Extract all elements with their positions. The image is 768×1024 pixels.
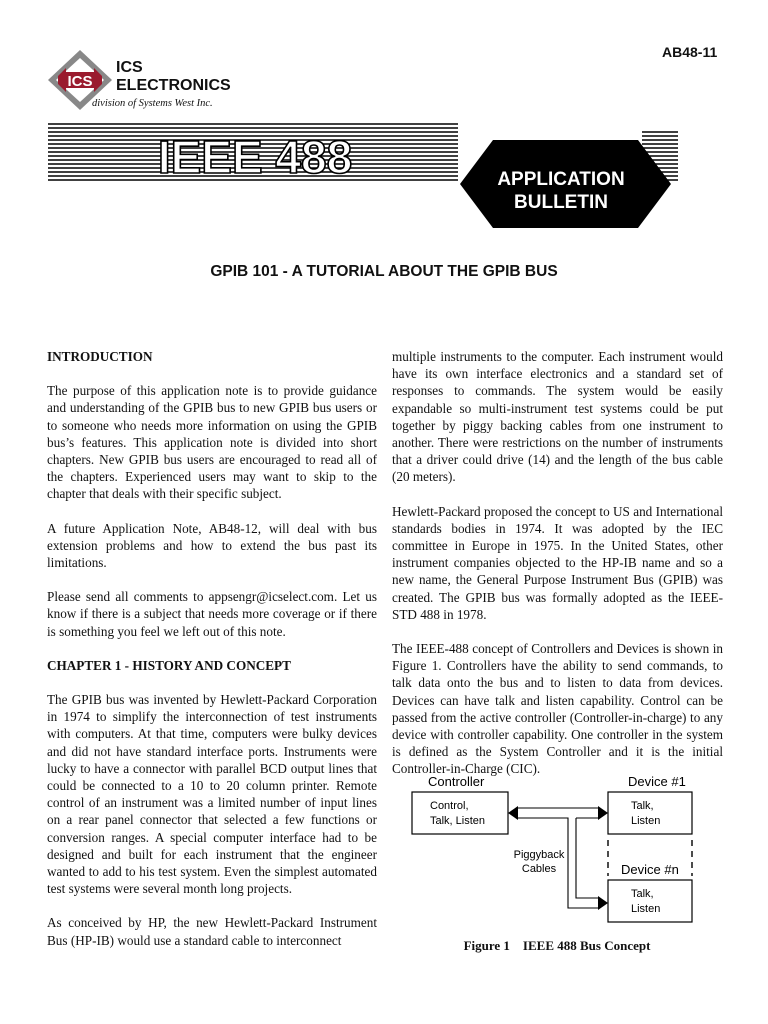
device-1-box-line1: Talk, bbox=[631, 800, 654, 812]
concept-paragraph: The IEEE-488 concept of Controllers and Devices is shown in Figure 1. Controllers have the ability to send commands, to talk data onto the bus and to listen to data from devices. Devices can have talk and listen capability. Control can be passed from the active controller (Controller-in-charge) to any device with controller capability. One controller in the system is defined as the System Controller and it is the initial Controller-in-Charge (CIC). bbox=[392, 641, 723, 777]
bulletin-line1: APPLICATION bbox=[497, 169, 625, 190]
document-code: AB48-11 bbox=[662, 44, 718, 60]
history-paragraph-2: As conceived by HP, the new Hewlett-Packard Instrument Bus (HP-IB) would use a standard cable to interconnect bbox=[47, 915, 377, 948]
intro-heading: INTRODUCTION bbox=[47, 349, 153, 364]
device-n-box bbox=[608, 880, 692, 922]
figure-caption: Figure 1 IEEE 488 Bus Concept bbox=[463, 938, 651, 953]
device-1-label: Device #1 bbox=[628, 774, 686, 789]
history-paragraph-3: multiple instruments to the computer. Each instrument would have its own interface electronics and a standard set of responses to commands. The system would be easily expandable so multi-instrument test systems could be put together by piggy backing cables from one instrument to another. There were restrictions on the number of instruments that a driver could drive (14) and the length of the bus cable (20 meters). bbox=[392, 349, 723, 485]
company-tagline: division of Systems West Inc. bbox=[92, 98, 213, 109]
intro-paragraph-2: A future Application Note, AB48-12, will deal with bus extension problems and how to extend the bus past its limitations. bbox=[47, 520, 377, 571]
company-name-line1: ICS bbox=[116, 59, 143, 76]
device-n-label: Device #n bbox=[621, 862, 679, 877]
chapter-1-heading: CHAPTER 1 - HISTORY AND CONCEPT bbox=[47, 657, 291, 673]
intro-paragraph-3: Please send all comments to appsengr@icselect.com. Let us know if there is a subject that needs more coverage or if there is something you feel we left out of this note. bbox=[47, 589, 377, 639]
device-1-box-line2: Listen bbox=[631, 815, 661, 827]
device-n-box-line2: Listen bbox=[631, 903, 661, 915]
controller-box-line1: Control, bbox=[430, 800, 469, 812]
controller-box-line2: Talk, Listen bbox=[430, 815, 486, 827]
bus-concept-diagram bbox=[400, 768, 730, 938]
device-n-box-line1: Talk, bbox=[631, 888, 654, 900]
logo-text: ICS bbox=[67, 73, 93, 90]
cables-label-line1: Piggyback bbox=[513, 849, 565, 861]
controller-label: Controller bbox=[428, 774, 485, 789]
document-title: GPIB 101 - A TUTORIAL ABOUT THE GPIB BUS bbox=[210, 263, 558, 280]
history-paragraph-1: The GPIB bus was invented by Hewlett-Packard Corporation in 1974 to simplify the interconnection of test instruments with computers. At that time, computers were bulky devices and did not have standard interface ports. Instruments were lucky to have a connector with parallel BCD output lines that could be connected to a 10 to 20 column printer. Remote control of an instrument was a limited number of input lines on a rear panel connector that selected a few functions or conversion ranges. A special computer interface had to be designed and built for each instrument that the engineer wanted to add to his test system. Even the simplest automated test systems were several month long projects. bbox=[47, 692, 377, 897]
intro-paragraph-1: The purpose of this application note is to provide guidance and understanding of the GPIB bus to new GPIB bus users or to someone who needs more information on using the GPIB bus’s features. This application note is divided into short chapters. New GPIB bus users are encouraged to read all of the chapters. Experienced users may want to skip to the chapter that deals with their specific subject. bbox=[47, 383, 377, 502]
cables-label-line2: Cables bbox=[521, 863, 557, 875]
company-name bbox=[116, 59, 231, 95]
controller-box bbox=[412, 792, 508, 834]
company-name-line2: ELECTRONICS bbox=[116, 77, 231, 94]
device-1-box bbox=[608, 792, 692, 834]
history-paragraph-4: Hewlett-Packard proposed the concept to US and International standards bodies in 1974. It was adopted by the IEC committee in Europe in 1975. In the United States, other instrument companies objected to the HP-IB name and so a new name, the General Purpose Instrument Bus (GPIB) was created. The GPIB bus was formally adopted as the IEEE-STD 488 in 1978. bbox=[392, 503, 723, 622]
bulletin-label bbox=[476, 168, 646, 214]
bulletin-line2: BULLETIN bbox=[514, 192, 608, 213]
left-column bbox=[47, 348, 377, 966]
right-column bbox=[392, 348, 723, 795]
banner-title: IEEE 488 bbox=[157, 131, 353, 183]
